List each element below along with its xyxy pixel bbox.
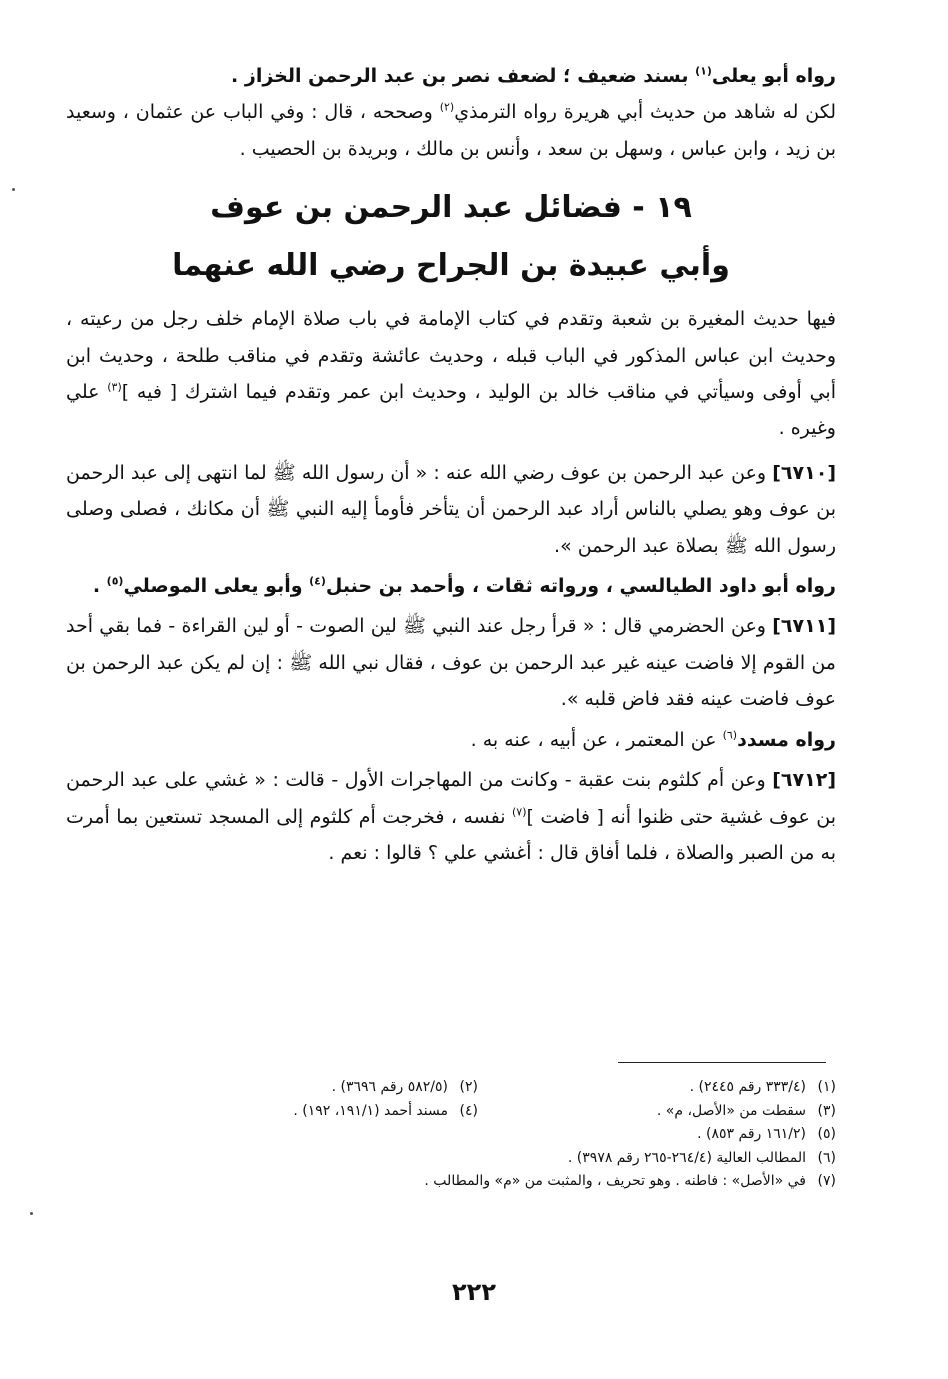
footnote-ref: (٤) xyxy=(309,574,326,588)
scan-speck xyxy=(12,188,15,191)
hadith-text: وعن عبد الرحمن بن عوف رضي الله عنه : « أن رسول الله ﷺ لما انتهى إلى عبد الرحمن بن عوف وهو يصلي بالناس أراد عبد الرحمن أن يتأخر فأومأ إليه النبي ﷺ أن مكانك ، فصلى وصلى رسول الله ﷺ بصلاة عبد الرحمن ». xyxy=(66,461,836,557)
narration-line: رواه أبو يعلى$^{(١)}$ بسند ضعيف ؛ لضعف نصر بن عبد الرحمن الخزاز . xyxy=(231,64,836,87)
section-heading xyxy=(66,179,836,295)
footnote-item: (٧)في «الأصل» : فاطنه . وهو تحريف ، والمثبت من «م» والمطالب . xyxy=(424,1173,836,1189)
footnote-item: (٦)المطالب العالية (٢٦٤/٤-٢٦٥ رقم ٣٩٧٨) . xyxy=(567,1149,836,1166)
section-intro: فيها حديث المغيرة بن شعبة وتقدم في كتاب الإمامة في باب صلاة الإمام خلف رجل من رعيته ، وحديث ابن عباس المذكور في الباب قبله ، وحديث عائشة وتقدم في مناقب طلحة ، وحديث ابن أبي أوفى وسيأتي في مناقب خالد بن الوليد ، وحديث ابن عمر وتقدم فيما اشترك [ فيه ]$^{(٣)}$ علي وغيره . xyxy=(66,308,836,440)
footnote-row xyxy=(120,1100,836,1124)
page-number: ٢٢٢ xyxy=(452,1278,496,1306)
footnote-ref: (٧) xyxy=(511,805,527,819)
hadith-number: [٦٧١٢] xyxy=(772,769,836,792)
hadith-paragraph xyxy=(66,455,836,564)
page-body xyxy=(66,58,836,871)
hadith-number: [٦٧١٠] xyxy=(772,461,836,484)
footnote-ref: (٥) xyxy=(106,574,124,588)
footnote-divider xyxy=(618,1062,826,1063)
footnote-ref: (٣) xyxy=(107,380,122,394)
hadith-number: [٦٧١١] xyxy=(772,615,836,638)
section-title-line2: وأبي عبيدة بن الجراح رضي الله عنهما xyxy=(172,248,730,284)
commentary-paragraph: لكن له شاهد من حديث أبي هريرة رواه الترمذي$^{(٢)}$ وصححه ، قال : وفي الباب عن عثمان ، وسعيد بن زيد ، وابن عباس ، وسهل بن سعد ، وأنس بن مالك ، وبريدة بن الحصيب . xyxy=(66,101,836,160)
hadith-paragraph: [٦٧١٢] وعن أم كلثوم بنت عقبة - وكانت من المهاجرات الأول - قالت : « غشي على عبد الرحمن بن عوف غشية حتى ظنوا أنه [ فاضت ]$^{(٧)}$ نفسه ، فخرجت أم كلثوم إلى المسجد تستعين بما أمرت به من الصبر والصلاة ، فلما أفاق قال : أغشي علي ؟ قالوا : نعم . xyxy=(66,769,836,864)
footnote-ref: (٦) xyxy=(722,728,738,742)
footnote-row xyxy=(120,1076,836,1100)
footnote-item: (٣)سقطت من «الأصل، م» . xyxy=(656,1102,836,1119)
hadith-text: وعن الحضرمي قال : « قرأ رجل عند النبي ﷺ لين الصوت - أو لين القراءة - فما بقي أحد من القوم إلا فاضت عينه غير عبد الرحمن بن عوف ، فقال نبي الله ﷺ : إن لم يكن عبد الرحمن بن عوف فاضت عينه فقد فاض قلبه ». xyxy=(66,615,836,711)
footnote-ref: (٢) xyxy=(439,101,455,115)
hadith-paragraph xyxy=(66,608,836,717)
footnote-item: (٤)مسند أحمد (١٩١/١، ١٩٢) . xyxy=(293,1102,478,1119)
narration-line: رواه مسدد$^{(٦)}$ عن المعتمر ، عن أبيه ، عنه به . xyxy=(470,728,836,751)
footnote-item: (١)(٣٣٣/٤ رقم ٢٤٤٥) . xyxy=(689,1079,836,1095)
footnote-item: (٢)(٥٨٢/٥ رقم ٣٦٩٦) . xyxy=(331,1079,478,1095)
section-title-line1: ١٩ - فضائل عبد الرحمن بن عوف xyxy=(210,190,692,226)
footnote-item: (٥)(١٦١/٢ رقم ٨٥٣) . xyxy=(697,1126,836,1142)
scan-speck xyxy=(30,1212,33,1215)
footnote-ref: (١) xyxy=(695,64,712,78)
narration-line: رواه أبو داود الطيالسي ، ورواته ثقات ، وأحمد بن حنبل$^{(٤)}$ وأبو يعلى الموصلي$^{(٥)}$ . xyxy=(92,574,836,598)
footnotes xyxy=(120,1076,836,1194)
